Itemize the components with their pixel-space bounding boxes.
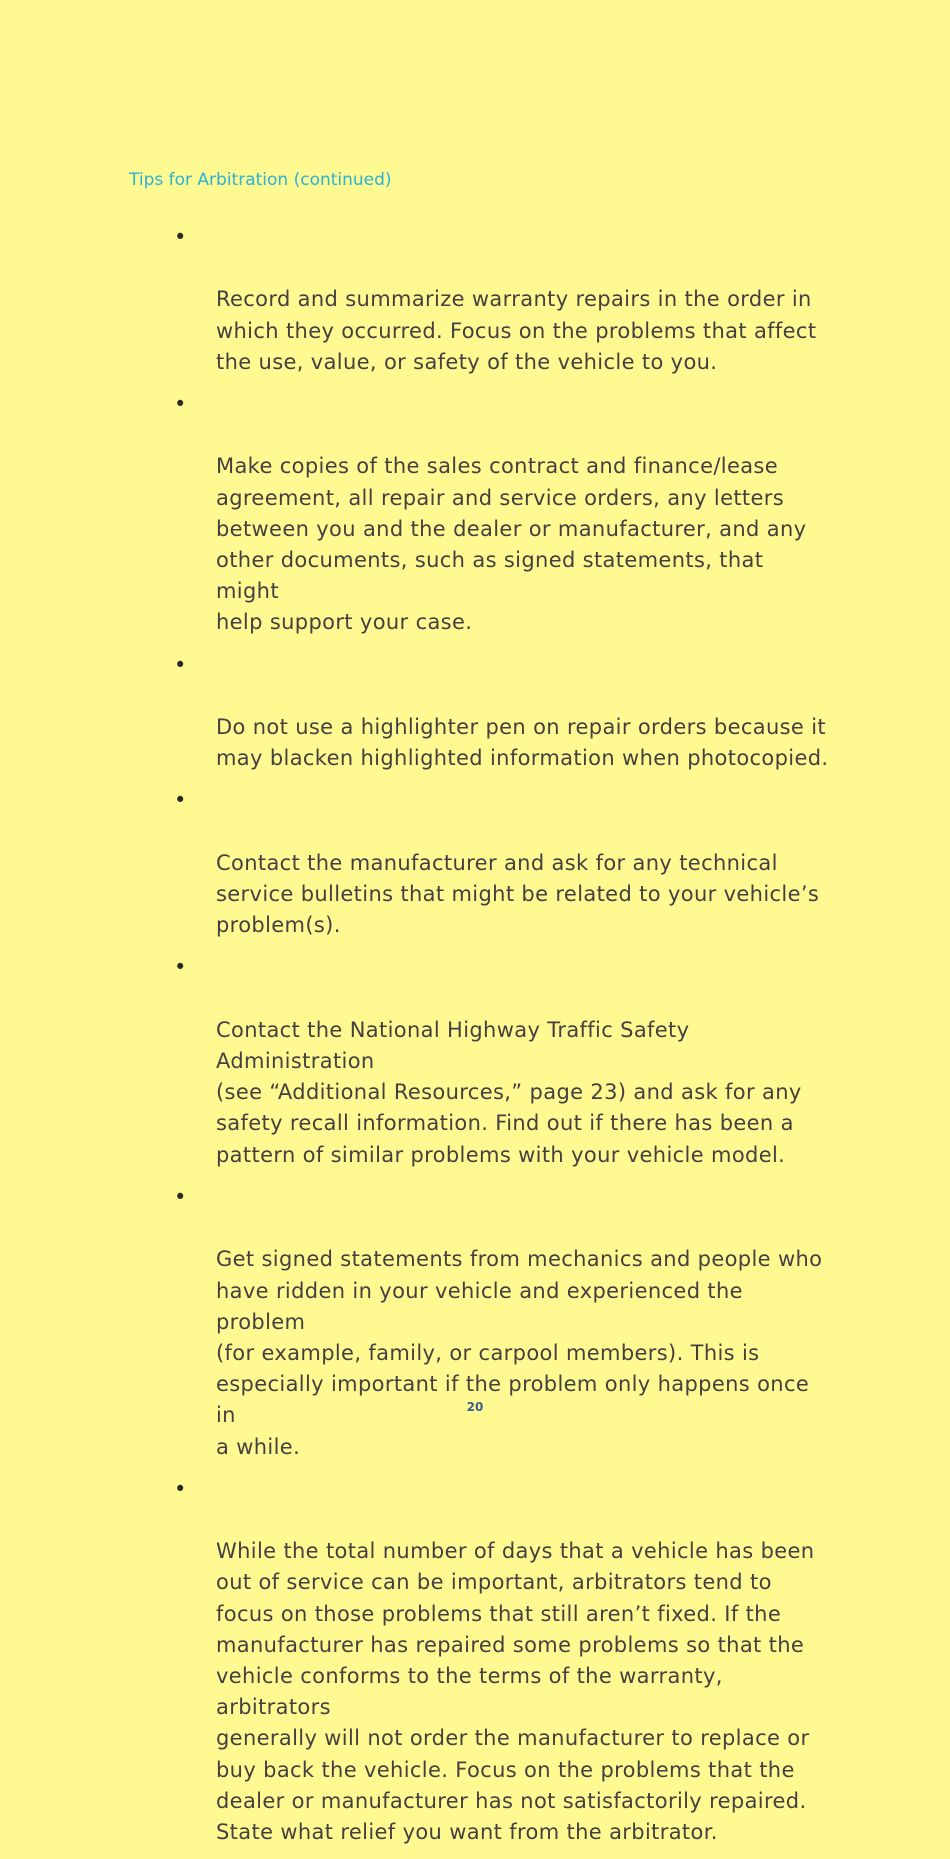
bullet-icon: • bbox=[174, 225, 187, 249]
bullet-icon: • bbox=[174, 955, 187, 980]
list-item bbox=[172, 222, 832, 378]
tips-list bbox=[172, 222, 832, 1859]
list-item bbox=[172, 785, 832, 941]
list-item bbox=[172, 952, 832, 1170]
list-item bbox=[172, 1182, 832, 1463]
bullet-icon: • bbox=[174, 1184, 187, 1209]
section-title: Tips for Arbitration (continued) bbox=[129, 170, 392, 190]
list-item bbox=[172, 389, 832, 639]
bullet-icon: • bbox=[174, 652, 187, 677]
bullet-icon: • bbox=[174, 392, 187, 417]
tip-text: While the total number of days that a vehicle has been out of service can be important, arbitrators tend to focus on those problems that still aren’t fixed. If the manufacturer has repaired some problems so that the vehicle conforms to the terms of the warranty, arbitrators generally will not order the manufacturer to replace or buy back the vehicle. Focus on the problems that the dealer or manufacturer has not satisfactorily repaired. State what relief you want from the arbitrator. bbox=[216, 1539, 815, 1844]
bullet-icon: • bbox=[174, 1476, 187, 1501]
tip-text: Do not use a highlighter pen on repair orders because it may blacken highlighted information when photocopied. bbox=[216, 715, 829, 771]
page-number: 20 bbox=[466, 1400, 484, 1414]
bullet-icon: • bbox=[174, 788, 187, 813]
tip-text: Contact the National Highway Traffic Safety Administration (see “Additional Resources,” page 23) and ask for any safety recall information. Find out if there has been a pattern of similar problems with your vehicle model. bbox=[216, 1017, 802, 1167]
list-item bbox=[172, 1474, 832, 1848]
tip-text: Record and summarize warranty repairs in the order in which they occurred. Focus on the problems that affect the use, value, or safety of the vehicle to you. bbox=[216, 287, 817, 374]
tip-text: Get signed statements from mechanics and people who have ridden in your vehicle and experienced the problem (for example, family, or carpool members). This is especially important if the problem only happens once in a while. bbox=[216, 1247, 823, 1459]
list-item bbox=[172, 650, 832, 775]
tip-text: Contact the manufacturer and ask for any technical service bulletins that might be related to your vehicle’s problem(s). bbox=[216, 850, 820, 938]
tip-text: Make copies of the sales contract and finance/lease agreement, all repair and service orders, any letters between you and the dealer or manufacturer, and any other documents, such as signed statements, that might help support your case. bbox=[216, 454, 807, 635]
